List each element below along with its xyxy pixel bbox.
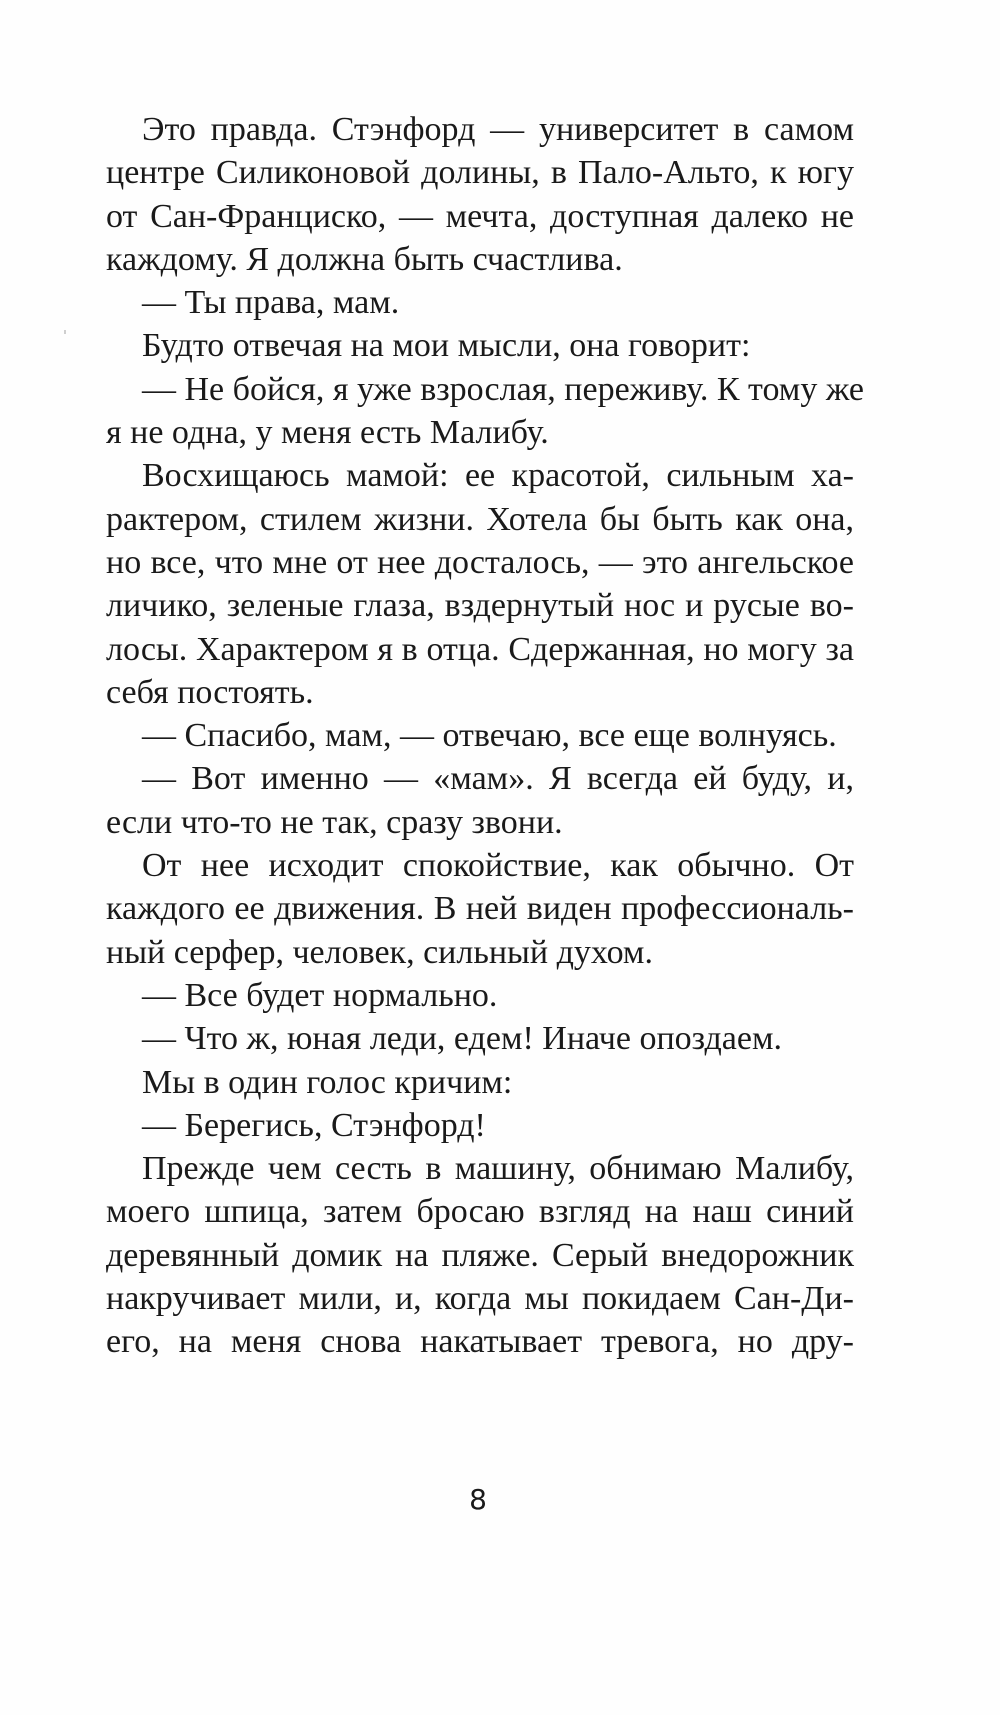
text-line: — Ты права, мам. — [142, 284, 400, 322]
scan-speck — [64, 330, 66, 334]
text-line: центре Силиконовой долины, в Пало-Альто, к югу — [106, 154, 854, 192]
text-line: Будто отвечая на мои мысли, она говорит: — [142, 327, 751, 365]
paragraph — [106, 108, 854, 281]
text-line: — Берегись, Стэнфорд! — [142, 1106, 486, 1144]
paragraph — [106, 1061, 854, 1104]
body-text — [106, 108, 864, 1364]
paragraph — [106, 714, 854, 757]
text-line: каждому. Я должна быть счастлива. — [106, 240, 623, 278]
paragraph — [106, 368, 864, 455]
text-line: накручивает мили, и, когда мы покидаем Сан-Ди- — [106, 1280, 854, 1318]
text-line: если что-то не так, сразу звони. — [106, 803, 563, 841]
text-line: его, на меня снова накатывает тревога, но дру- — [106, 1323, 854, 1361]
paragraph — [106, 454, 854, 714]
text-line: От нее исходит спокойствие, как обычно. От — [142, 847, 854, 885]
text-line: моего шпица, затем бросаю взгляд на наш синий — [106, 1193, 854, 1231]
text-line: Это правда. Стэнфорд — университет в самом — [142, 111, 854, 148]
text-line: Прежде чем сесть в машину, обнимаю Малибу, — [142, 1150, 854, 1188]
text-line: — Вот именно — «мам». Я всегда ей буду, и, — [142, 760, 854, 798]
text-line: каждого ее движения. В ней виден профессиональ- — [106, 890, 854, 928]
text-line: Мы в один голос кричим: — [142, 1063, 513, 1101]
text-line: я не одна, у меня есть Малибу. — [106, 414, 549, 452]
text-line: личико, зеленые глаза, вздернутый нос и русые во- — [106, 587, 854, 625]
text-line: ный серфер, человек, сильный духом. — [106, 933, 653, 971]
text-line: от Сан-Франциско, — мечта, доступная далеко не — [106, 197, 854, 235]
text-line: лосы. Характером я в отца. Сдержанная, но могу за — [106, 630, 854, 668]
paragraph — [106, 1147, 854, 1363]
text-line: — Все будет нормально. — [142, 976, 498, 1014]
text-line: — Спасибо, мам, — отвечаю, все еще волнуясь. — [142, 717, 837, 755]
paragraph — [106, 324, 854, 367]
paragraph — [106, 974, 854, 1017]
text-line: — Что ж, юная леди, едем! Иначе опоздаем. — [142, 1020, 782, 1058]
paragraph — [106, 844, 854, 974]
paragraph — [106, 281, 854, 324]
text-line: себя постоять. — [106, 673, 314, 711]
text-line: рактером, стилем жизни. Хотела бы быть как она, — [106, 500, 854, 538]
page-number: 8 — [469, 1483, 487, 1516]
paragraph — [106, 1017, 854, 1060]
text-line: но все, что мне от нее досталось, — это ангельское — [106, 543, 854, 581]
text-line: деревянный домик на пляже. Серый внедорожник — [106, 1236, 854, 1274]
paragraph — [106, 1104, 854, 1147]
text-line: Восхищаюсь мамой: ее красотой, сильным ха- — [142, 457, 854, 495]
text-line: — Не бойся, я уже взрослая, переживу. К тому же — [142, 370, 864, 408]
paragraph — [106, 757, 854, 844]
